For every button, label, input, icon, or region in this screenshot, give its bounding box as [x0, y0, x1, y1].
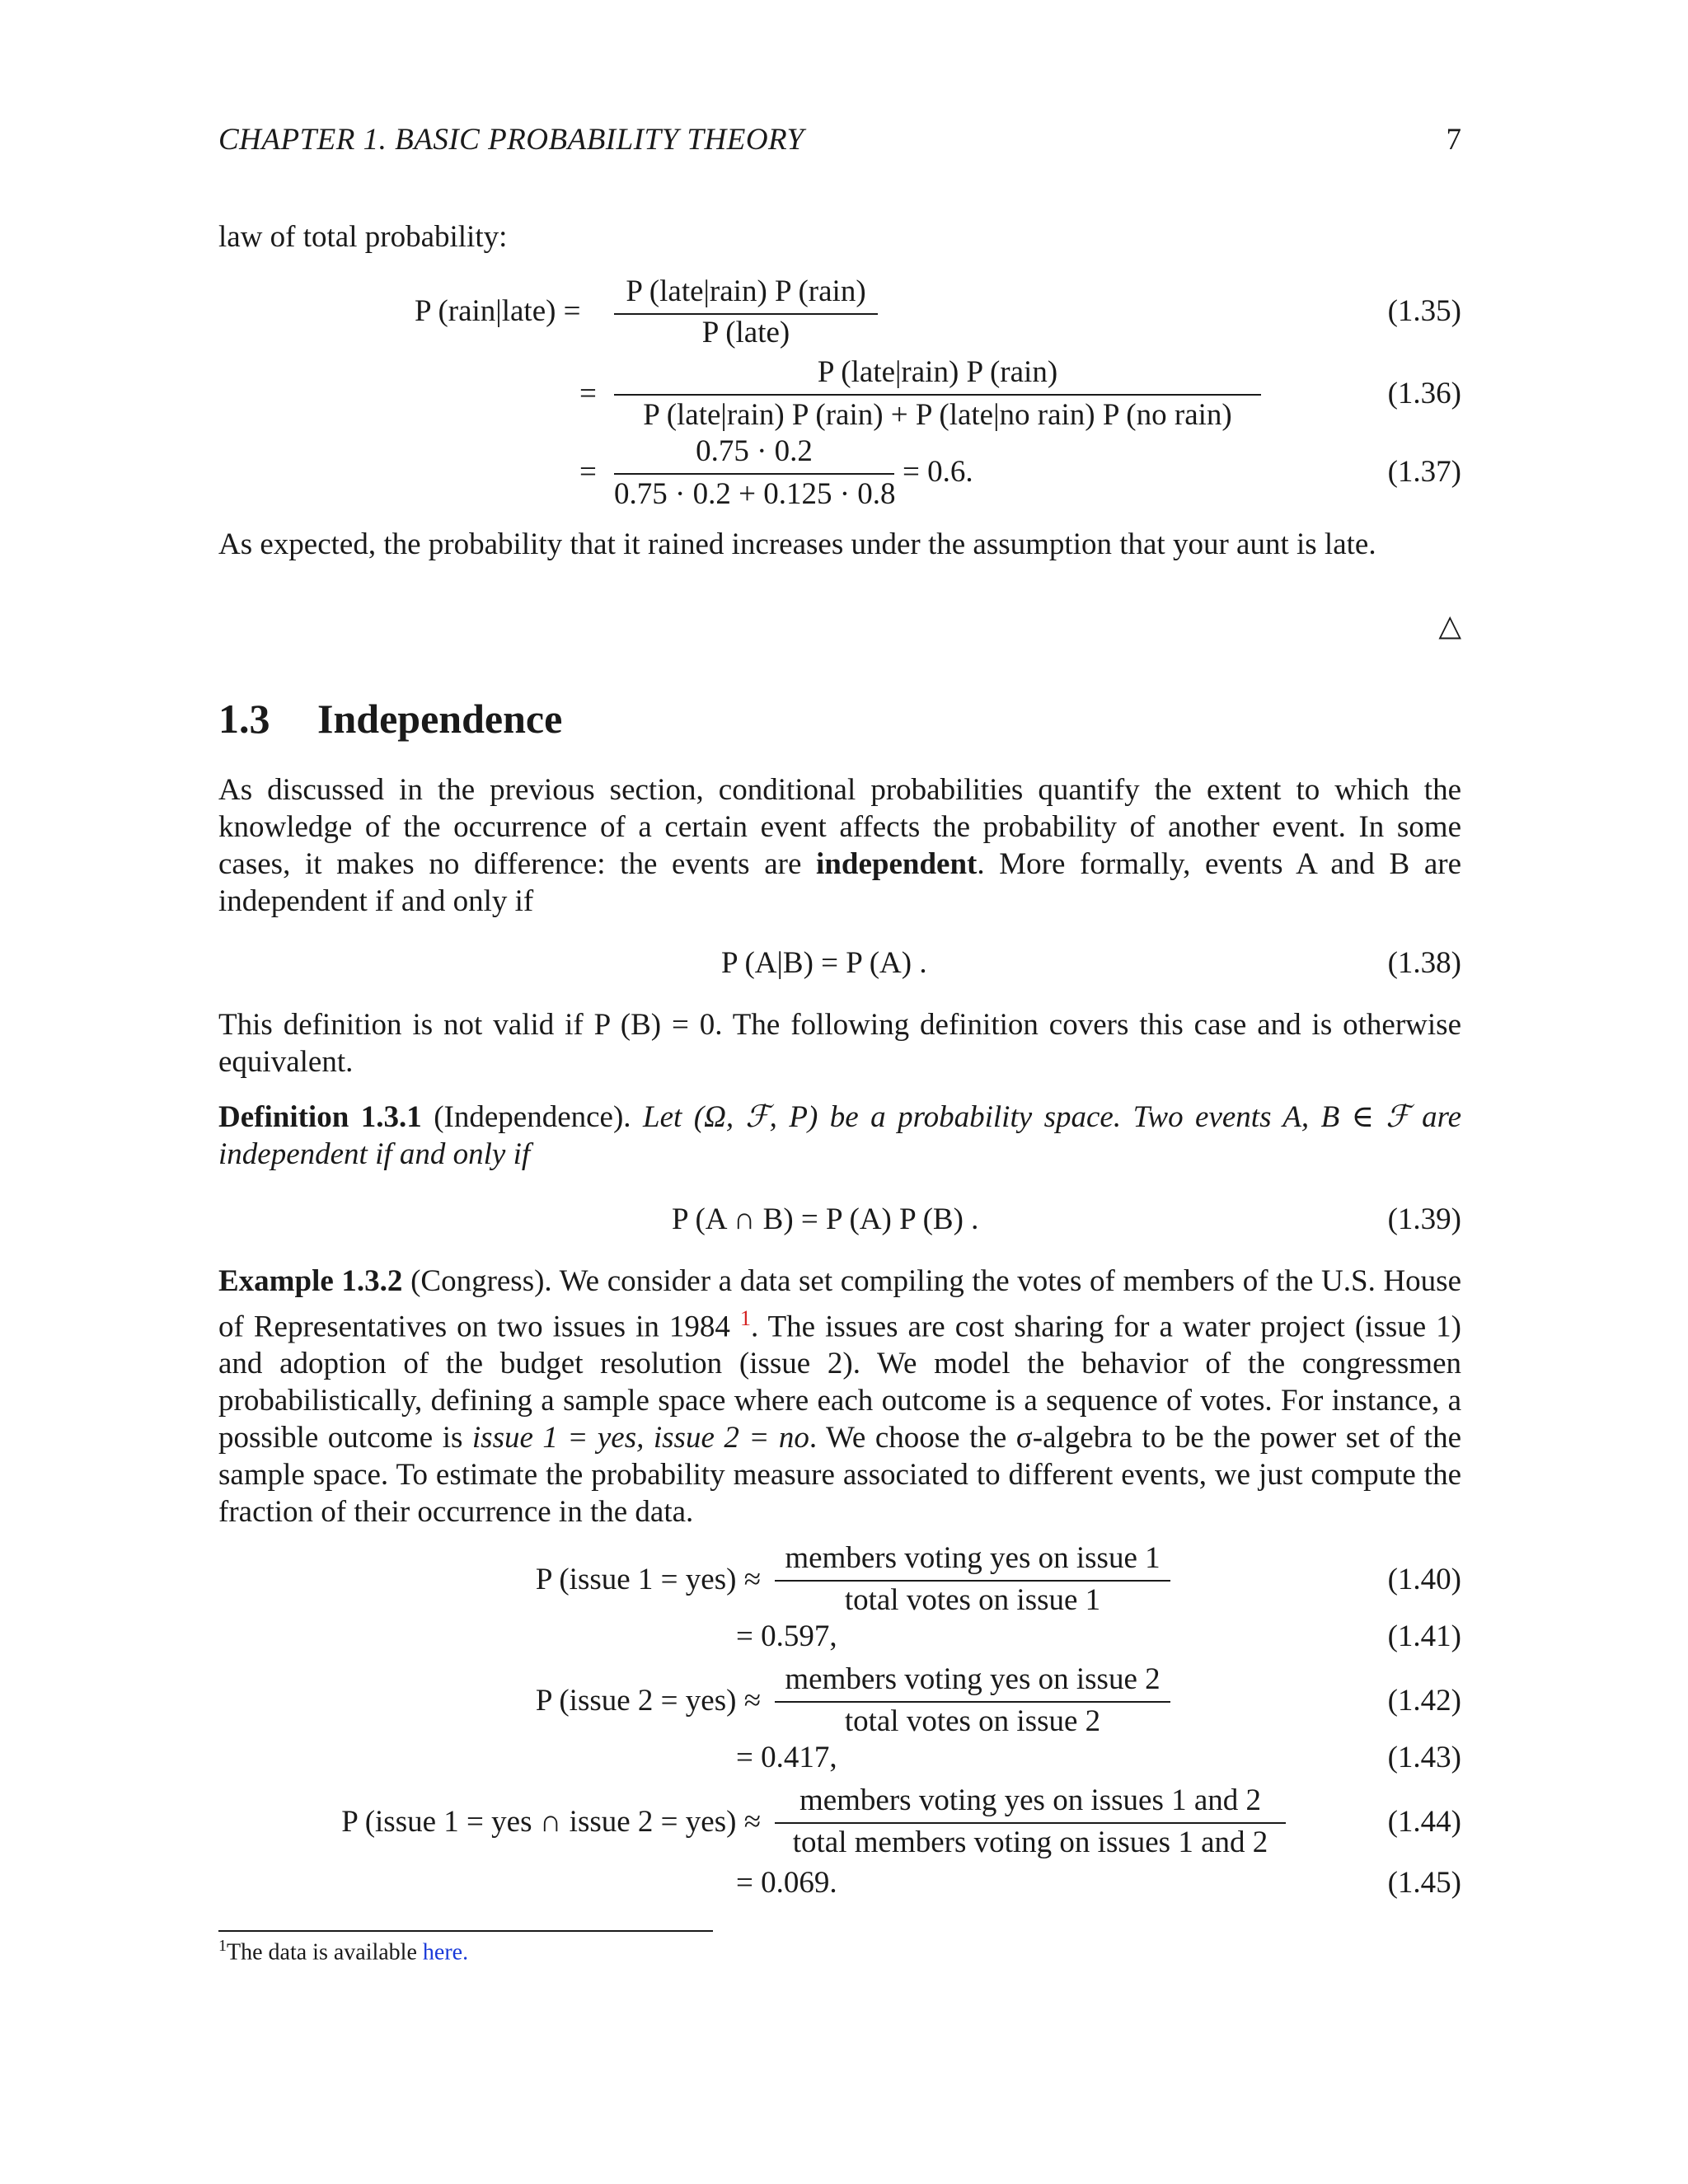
eq143-number: (1.43) [1387, 1741, 1461, 1774]
eq140-fraction-bar [775, 1580, 1170, 1582]
eq138-body: P (A|B) = P (A) . [721, 946, 927, 980]
eq145-body: = 0.069. [736, 1866, 837, 1900]
eq144-denominator: total members voting on issues 1 and 2 [792, 1825, 1268, 1859]
example-body-3: . We choose the σ-algebra to be the power set of the sample space. To estimate the probability measure associated to different events, we just compute the fraction of their occurrence in the data. [218, 1421, 1461, 1530]
eq142-fraction-bar [775, 1701, 1170, 1703]
eq137-number: (1.37) [1387, 455, 1461, 489]
eq137-result: = 0.6. [903, 455, 973, 489]
example-name: (Congress). [410, 1264, 552, 1298]
eq144-fraction-bar [775, 1822, 1286, 1824]
eq137-equals: = [579, 455, 597, 489]
eq137-numerator: 0.75 · 0.2 [696, 434, 813, 468]
eq135-denominator: P (late) [701, 316, 790, 349]
running-header: CHAPTER 1. BASIC PROBABILITY THEORY [218, 123, 804, 157]
eq136-equals: = [579, 377, 597, 410]
eq136-number: (1.36) [1387, 377, 1461, 410]
eq136-denominator: P (late|rain) P (rain) + P (late|no rain) P (no rain) [643, 398, 1232, 432]
footnote [218, 1937, 468, 1966]
eq140-denominator: total votes on issue 1 [844, 1583, 1101, 1617]
footnote-text: The data is available [227, 1939, 423, 1966]
eq144-numerator: members voting yes on issues 1 and 2 [799, 1783, 1262, 1817]
example-body-2: . The issues are cost sharing for a water project (issue 1) and adoption of the budget resolution (issue 2). We model the behavior of the congressmen probabilistically, defining a sample space where each outcome is a sequence of votes. For instance, a possible outcome is [218, 1310, 1462, 1455]
eq143-body: = 0.417, [736, 1741, 837, 1774]
section-title: Independence [317, 696, 563, 742]
definition-validity: This definition is not valid if P (B) = 0. The following definition covers this case and is otherwise equivalent. [218, 1008, 1461, 1079]
eq144-number: (1.44) [1387, 1805, 1461, 1839]
example-outcome: issue 1 = yes, issue 2 = no [471, 1421, 809, 1455]
independence-intro [218, 771, 1461, 920]
example-conclusion: As expected, the probability that it rained increases under the assumption that your aunt is late. [218, 527, 1376, 561]
definition-body: Let (Ω, ℱ, P) be a probability space. Two events A, B ∈ ℱ are independent if and only if [218, 1100, 1462, 1171]
eq140-numerator: members voting yes on issue 1 [785, 1541, 1160, 1575]
example-body-1: We consider a data set compiling the votes of members of the U.S. House of Representatives on two issues in 1984 [218, 1264, 1462, 1344]
example-1-3-2 [218, 1263, 1461, 1530]
definition-label: Definition 1.3.1 [218, 1100, 422, 1134]
example-label: Example 1.3.2 [218, 1264, 403, 1298]
independent-term: independent [816, 847, 978, 881]
end-of-example-triangle: △ [1438, 609, 1461, 642]
eq135-number: (1.35) [1387, 294, 1461, 328]
eq142-number: (1.42) [1387, 1684, 1461, 1718]
eq135-lhs: P (rain|late) = [415, 294, 581, 328]
eq136-numerator: P (late|rain) P (rain) [817, 355, 1058, 389]
eq142-lhs: P (issue 2 = yes) ≈ [535, 1684, 761, 1718]
page-number: 7 [1446, 123, 1461, 157]
eq140-lhs: P (issue 1 = yes) ≈ [535, 1563, 761, 1596]
eq139-body: P (A ∩ B) = P (A) P (B) . [672, 1202, 979, 1236]
definition-name: (Independence). [434, 1100, 631, 1134]
definition-1-3-1 [218, 1099, 1461, 1173]
eq140-number: (1.40) [1387, 1563, 1461, 1596]
eq139-number: (1.39) [1387, 1202, 1461, 1236]
eq135-numerator: P (late|rain) P (rain) [626, 274, 866, 308]
eq145-number: (1.45) [1387, 1866, 1461, 1900]
eq137-denominator: 0.75 · 0.2 + 0.125 · 0.8 [614, 477, 896, 511]
footnote-mark: 1 [218, 1937, 227, 1955]
footnote-rule [218, 1930, 713, 1932]
eq138-number: (1.38) [1387, 946, 1461, 980]
eq141-body: = 0.597, [736, 1619, 837, 1653]
section-number: 1.3 [218, 696, 270, 742]
footnote-marker-link[interactable]: 1 [739, 1306, 751, 1330]
eq141-number: (1.41) [1387, 1619, 1461, 1653]
independence-intro-part2: . More formally, events A and B are independent if and only if [218, 847, 1461, 918]
eq144-lhs: P (issue 1 = yes ∩ issue 2 = yes) ≈ [341, 1805, 761, 1839]
footnote-data-link[interactable]: here. [422, 1939, 469, 1966]
eq137-fraction-bar [614, 473, 894, 475]
eq142-numerator: members voting yes on issue 2 [785, 1662, 1160, 1696]
eq136-fraction-bar [614, 394, 1261, 396]
independence-intro-part1: As discussed in the previous section, conditional probabilities quantify the extent to which the knowledge of the occurrence of a certain event affects the probability of another event. In some cases, it makes no difference: the events are [218, 773, 1461, 881]
intro-text: law of total probability: [218, 220, 508, 254]
eq142-denominator: total votes on issue 2 [844, 1704, 1101, 1738]
